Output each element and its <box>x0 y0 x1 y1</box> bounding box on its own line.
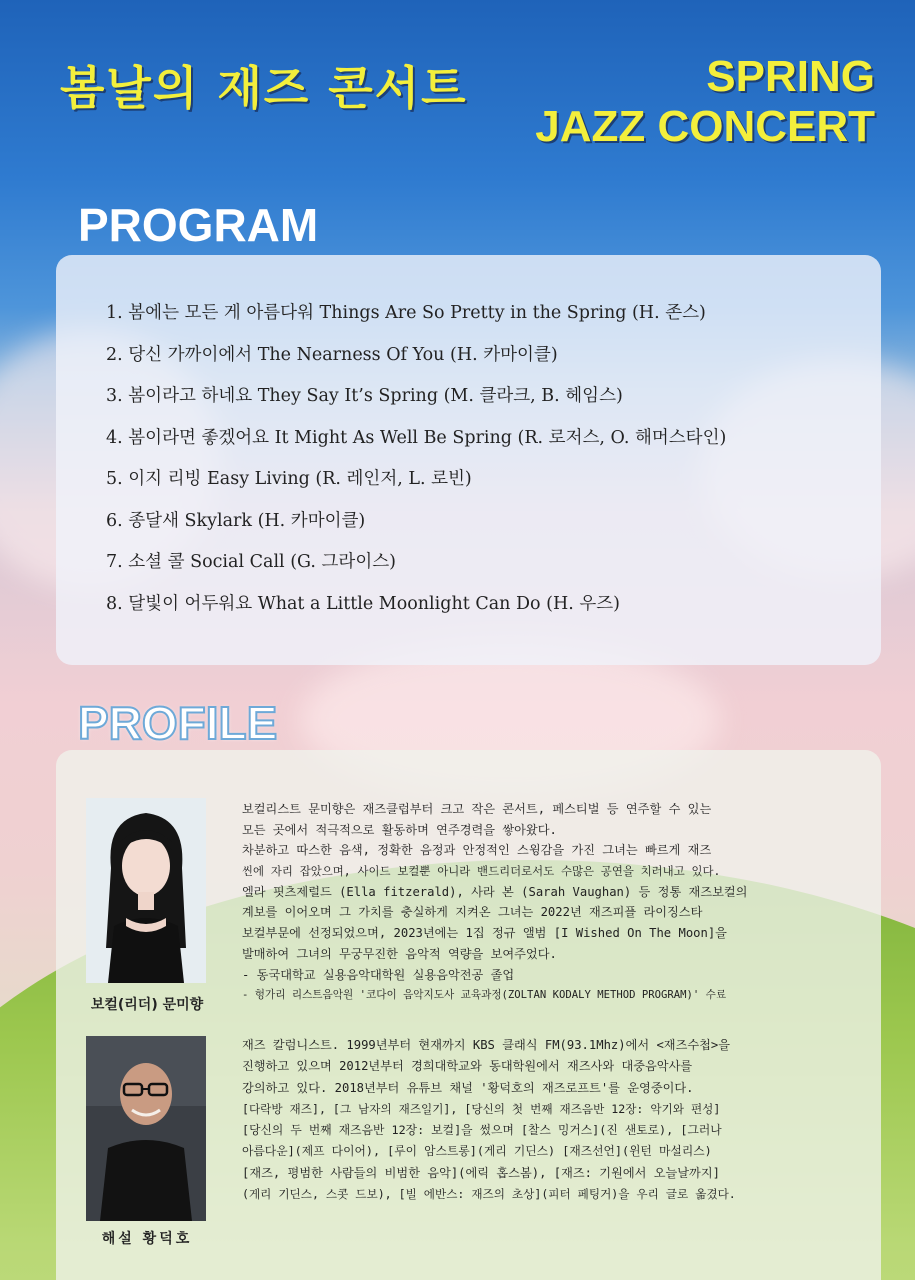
title-korean: 봄날의 재즈 콘서트 <box>60 61 468 115</box>
program-item: 3. 봄이라고 하네요 They Say It’s Spring (M. 클라크, B. 헤임스) <box>106 386 623 406</box>
program-heading: PROGRAM <box>78 199 319 251</box>
bio-line: 차분하고 따스한 음색, 정확한 음정과 안정적인 스윙감을 가진 그녀는 빠르게 재즈 <box>242 843 712 858</box>
narrator-caption: 해설 황덕호 <box>101 1231 193 1247</box>
bio-line: [다락방 재즈], [그 남자의 재즈일기], [당신의 첫 번째 재즈음반 12장: 악기와 편성] <box>242 1101 721 1116</box>
program-list <box>56 255 881 631</box>
narrator-photo <box>86 1036 206 1221</box>
vocalist-caption: 보컬(리더) 문미향 <box>90 997 204 1013</box>
bio-line: 아름다운](제프 다이어), [루이 암스트롱](게리 기딘스) [재즈선언](윈턴 마설리스) <box>242 1144 712 1159</box>
narrator-bio <box>242 1035 852 1205</box>
bio-line: 진행하고 있으며 2012년부터 경희대학교와 동대학원에서 재즈사와 대중음악사를 <box>242 1059 693 1074</box>
vocalist-portrait-image <box>86 798 206 983</box>
bio-line: - 동국대학교 실용음악대학원 실용음악전공 졸업 <box>242 967 515 982</box>
program-item: 6. 종달새 Skylark (H. 카마이클) <box>106 510 366 531</box>
program-item: 8. 달빛이 어두워요 What a Little Moonlight Can Do (H. 우즈) <box>106 593 620 614</box>
bio-line: 재즈 칼럼니스트. 1999년부터 현재까지 KBS 클래식 FM(93.1Mhz)에서 <재즈수첩>을 <box>242 1038 731 1052</box>
program-item: 7. 소셜 콜 Social Call (G. 그라이스) <box>106 552 396 572</box>
vocalist-bio <box>242 799 852 1006</box>
bio-line: 발매하여 그녀의 무궁무진한 음악적 역량을 보여주었다. <box>242 946 557 961</box>
program-item: 4. 봄이라면 좋겠어요 It Might As Well Be Spring (R. 로저스, O. 해머스타인) <box>106 427 727 448</box>
bio-line: - 헝가리 리스트음악원 '코다이 음악지도사 교육과정(ZOLTAN KODALY METHOD PROGRAM)' 수료 <box>242 989 727 1002</box>
bio-line: (게리 기딘스, 스콧 드보), [빌 에반스: 재즈의 초상](피터 페팅거)을 우리 글로 옮겼다. <box>242 1187 736 1202</box>
bio-line: 보컬리스트 문미향은 재즈클럽부터 크고 작은 콘서트, 페스티벌 등 연주할 수 있는 <box>242 802 712 816</box>
title-english-line-2: JAZZ CONCERT <box>535 102 875 151</box>
profile-heading: PROFILE <box>78 697 278 749</box>
program-item: 5. 이지 리빙 Easy Living (R. 레인저, L. 로빈) <box>106 469 472 489</box>
program-item: 2. 당신 가까이에서 The Nearness Of You (H. 카마이클) <box>106 344 558 365</box>
program-item: 1. 봄에는 모든 게 아름다워 Things Are So Pretty in the Spring (H. 존스) <box>106 303 706 323</box>
program-panel <box>56 255 881 665</box>
bio-line: 엘라 핏츠제럴드 (Ella fitzerald), 사라 본 (Sarah Vaughan) 등 정통 재즈보컬의 <box>242 884 748 899</box>
bio-line: [재즈, 평범한 사람들의 비범한 음악](에릭 홉스봄), [재즈: 기원에서 오늘날까지] <box>242 1165 720 1180</box>
vocalist-photo <box>86 798 206 983</box>
bio-line: 씬에 자리 잡았으며, 사이드 보컬뿐 아니라 밴드리더로서도 수많은 공연을 치러내고 있다. <box>242 864 721 879</box>
bio-line: 강의하고 있다. 2018년부터 유튜브 채널 '황덕호의 재즈로프트'를 운영중이다. <box>242 1080 694 1095</box>
bio-line: [당신의 두 번째 재즈음반 12장: 보컬]을 썼으며 [찰스 밍거스](진 샌토로), [그러나 <box>242 1123 722 1138</box>
bio-line: 계보를 이어오며 그 가치를 충실하게 지켜온 그녀는 2022년 재즈피플 라이징스타 <box>242 905 703 920</box>
bio-line: 보컬부문에 선정되었으며, 2023년에는 1집 정규 앨범 [I Wished On The Moon]을 <box>242 926 727 941</box>
title-english-line-1: SPRING <box>706 52 875 101</box>
title-english <box>535 52 875 152</box>
narrator-portrait-image <box>86 1036 206 1221</box>
bio-line: 모든 곳에서 적극적으로 활동하며 연주경력을 쌓아왔다. <box>242 822 557 837</box>
